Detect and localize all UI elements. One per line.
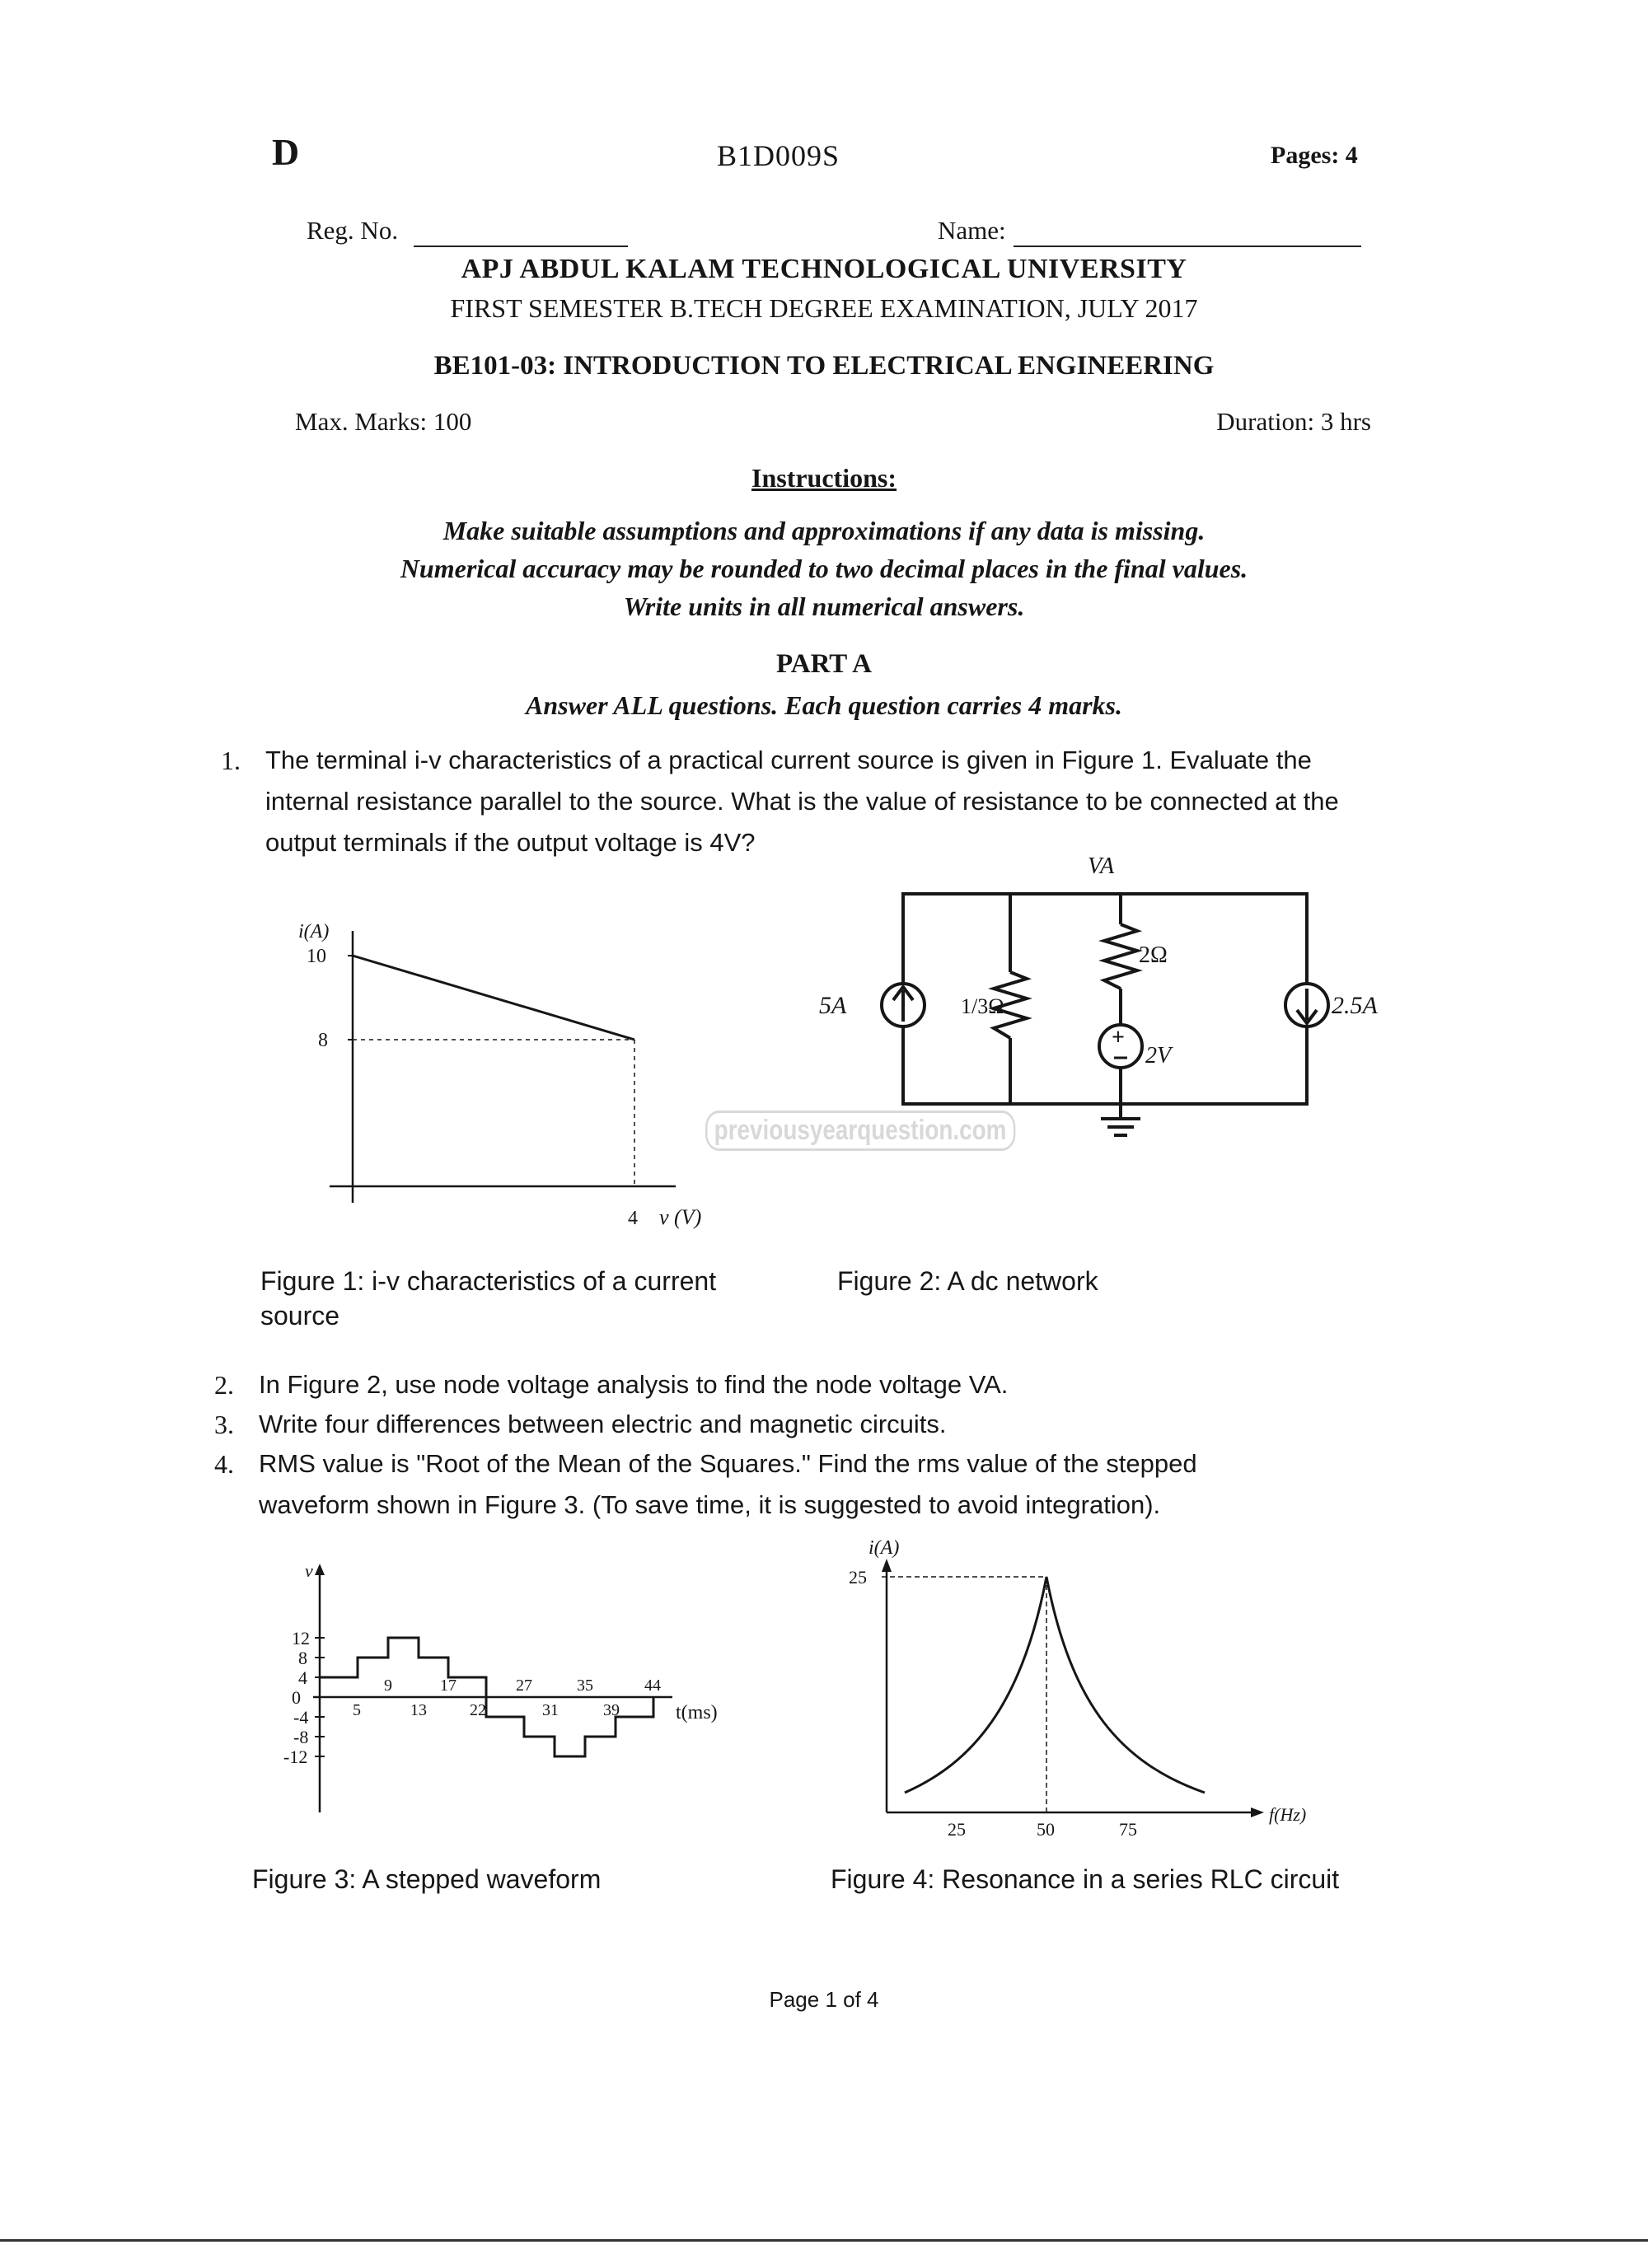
figure-4-resonance-curve — [832, 1532, 1360, 1845]
fig4-x-tick: 25 — [948, 1819, 966, 1840]
question-text: Write four differences between electric and magnetic circuits. — [259, 1410, 947, 1438]
scan-edge-line — [0, 2239, 1648, 2242]
figure-1-iv-plot — [272, 906, 733, 1236]
fig3-x-label: t(ms) — [676, 1702, 718, 1723]
fig3-x-tick: 31 — [542, 1701, 559, 1719]
instruction-line: Make suitable assumptions and approximations if any data is missing. — [442, 516, 1206, 545]
instruction-line: Write units in all numerical answers. — [623, 592, 1025, 621]
question-text: In Figure 2, use node voltage analysis to find the node voltage VA. — [259, 1370, 1009, 1399]
fig3-x-tick: 9 — [384, 1676, 392, 1695]
duration: Duration: 3 hrs — [1216, 407, 1371, 436]
reg-no-field[interactable] — [414, 246, 628, 247]
fig1-x-tick: 4 — [628, 1208, 638, 1229]
figure-1-caption: Figure 1: i-v characteristics of a current source — [260, 1266, 717, 1330]
fig2-node-label: VA — [1088, 853, 1115, 879]
fig3-y-label: v — [305, 1560, 313, 1581]
fig3-y-tick: 0 — [292, 1687, 301, 1708]
question-number: 4. — [214, 1449, 234, 1479]
fig3-y-tick: 8 — [298, 1648, 307, 1668]
page-footer: Page 1 of 4 — [769, 1987, 879, 2012]
fig2-label: 2V — [1145, 1043, 1172, 1069]
question-number: 1. — [221, 746, 241, 775]
fig4-y-tick: 25 — [849, 1567, 867, 1588]
fig2-label: 1/3Ω — [961, 994, 1004, 1018]
ground-icon — [1101, 1104, 1140, 1135]
svg-text:+: + — [1112, 1025, 1125, 1050]
fig3-x-tick: 17 — [440, 1676, 456, 1695]
fig4-x-tick: 75 — [1119, 1819, 1137, 1840]
fig4-x-tick: 50 — [1037, 1819, 1055, 1840]
fig3-y-tick: -12 — [283, 1747, 308, 1767]
fig4-resonance-curve — [905, 1577, 1205, 1793]
max-marks: Max. Marks: 100 — [295, 407, 472, 436]
fig1-y-label: i(A) — [298, 921, 330, 942]
part-a-title: PART A — [776, 649, 872, 679]
fig3-y-tick: 12 — [292, 1628, 310, 1648]
exam-title: FIRST SEMESTER B.TECH DEGREE EXAMINATION, JULY 2017 — [450, 293, 1198, 323]
course-title: BE101-03: INTRODUCTION TO ELECTRICAL ENGINEERING — [433, 351, 1215, 381]
fig3-x-tick: 22 — [470, 1701, 486, 1719]
fig3-x-tick: 27 — [516, 1676, 532, 1695]
reg-no-label: Reg. No. — [307, 216, 399, 245]
name-field[interactable] — [1014, 246, 1361, 247]
fig3-y-tick: 4 — [298, 1667, 307, 1688]
question-text: The terminal i-v characteristics of a practical current source is given in Figure 1. Evaluate the internal resistance parallel to the source. What is the value of resistance to be connected at the output terminals if the output voltage is 4V? — [265, 746, 1339, 857]
fig3-x-tick: 35 — [577, 1676, 593, 1695]
figure-3-stepped-waveform — [264, 1549, 775, 1821]
fig1-y-tick: 10 — [307, 946, 326, 967]
fig4-x-label: f(Hz) — [1269, 1804, 1307, 1825]
fig3-x-tick: 44 — [644, 1676, 661, 1695]
fig3-y-tick: -8 — [293, 1727, 309, 1747]
fig2-label: 5A — [819, 992, 847, 1019]
figure-2-dc-network — [808, 849, 1378, 1153]
fig3-y-tick: -4 — [293, 1707, 309, 1728]
figure-4-caption: Figure 4: Resonance in a series RLC circuit — [831, 1864, 1340, 1894]
fig3-x-tick: 13 — [410, 1701, 427, 1719]
instructions-title: Instructions: — [751, 463, 897, 493]
fig1-x-label: v (V) — [659, 1205, 702, 1229]
question-number: 2. — [214, 1370, 234, 1400]
pages-count: Pages: 4 — [1271, 142, 1358, 169]
question-text: RMS value is "Root of the Mean of the Squares." Find the rms value of the stepped waveform shown in Figure 3. (To save time, it is suggested to avoid integration). — [259, 1449, 1197, 1519]
figure-3-caption: Figure 3: A stepped waveform — [252, 1864, 602, 1894]
university-name: APJ ABDUL KALAM TECHNOLOGICAL UNIVERSITY — [461, 254, 1187, 284]
fig1-iv-line — [353, 956, 634, 1040]
instruction-line: Numerical accuracy may be rounded to two decimal places in the final values. — [400, 554, 1248, 583]
watermark: previousyearquestion.com — [705, 1111, 1015, 1151]
series-letter: D — [272, 131, 300, 173]
part-a-subtitle: Answer ALL questions. Each question carries 4 marks. — [526, 690, 1122, 720]
fig3-x-tick: 5 — [353, 1701, 361, 1719]
fig4-y-label: i(A) — [868, 1537, 900, 1559]
paper-code: B1D009S — [717, 139, 840, 172]
fig2-label: 2.5A — [1332, 992, 1378, 1019]
fig1-y-tick: 8 — [318, 1030, 328, 1051]
fig3-x-tick: 39 — [603, 1701, 620, 1719]
name-label: Name: — [938, 216, 1006, 245]
figure-2-caption: Figure 2: A dc network — [837, 1266, 1098, 1296]
fig2-label: 2Ω — [1139, 942, 1168, 968]
question-number: 3. — [214, 1410, 234, 1439]
